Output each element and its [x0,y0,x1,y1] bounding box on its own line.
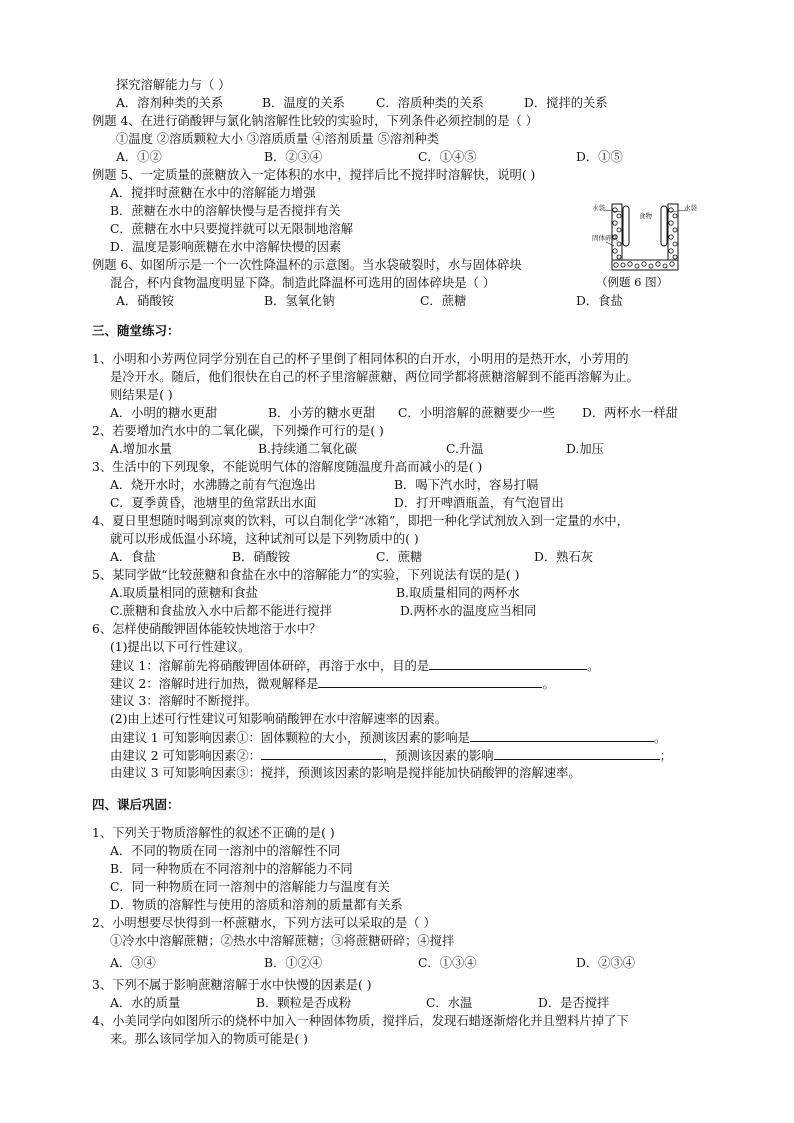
answer-blank[interactable] [494,747,660,760]
option-b: B．②③④ [264,150,323,164]
option-b: B．小芳的糖水更甜 [268,406,376,420]
water-bag-left [623,206,629,246]
example-4-items: ①温度 ②溶质颗粒大小 ③溶质质量 ④溶剂质量 ⑤溶剂种类 [116,132,440,146]
label-water-bag-right: 水袋 [684,204,697,212]
example-6-stem-line2: 混合，杯内食物温度明显下降。制造此降温杯可选用的固体碎块是（ ） [110,276,496,290]
q3-6-stem: 6、怎样使硝酸钾固体能较快地溶于水中？ [92,622,322,636]
q4-1-stem: 1、下列关于物质溶解性的叙述不正确的是( ) [92,826,335,840]
option-a: A．硝酸铵 [116,294,175,308]
option-a: A．食盐 [110,550,156,564]
q3-4-line2: 就可以形成低温小环境，这种试剂可以是下列物质中的( ) [110,532,419,546]
suggestion-2 [110,675,555,693]
q4-2-stem: 2、小明想要尽快得到一杯蔗糖水，下列方法可以采取的是（ ） [92,916,436,930]
factor-3: 由建议 3 可知影响因素③：搅拌，预测该因素的影响是搅拌能加快硝酸钾的溶解速率。 [110,766,581,780]
factor-1-end: 。 [653,731,667,745]
answer-blank[interactable] [470,729,654,742]
option-b: B．同一种物质在不同溶剂中的溶解能力不同 [110,862,353,876]
q3-6-part1: (1)提出以下可行性建议。 [110,640,251,654]
water-bag-right [661,206,667,246]
q3-2-stem: 2、若要增加汽水中的二氧化碳，下列操作可行的是( ) [92,424,384,438]
q3-4-line1: 4、夏日里想随时喝到凉爽的饮料，可以自制化学“冰箱”，即把一种化学试剂放入到一定量的水中， [92,514,629,528]
option-c: C．小明溶解的蔗糖要少一些 [398,406,555,420]
option-b: B.持续通二氧化碳 [258,442,358,456]
option-c: C．水温 [426,996,473,1010]
option-c: C．同一种物质在同一溶剂中的溶解能力与温度有关 [110,880,390,894]
figure-caption: （例题 6 图） [596,275,669,289]
factor-2-end: ； [659,749,672,763]
option-c: C.升温 [446,442,484,456]
answer-blank[interactable] [261,747,383,760]
q3-6-part2: (2)由上述可行性建议可知影响硝酸钾在水中溶解速率的因素。 [110,712,448,726]
label-food: 食物 [639,212,652,220]
example-5-stem: 例题 5、一定质量的蔗糖放入一定体积的水中，搅拌后比不搅拌时溶解快，说明( ) [92,168,536,182]
suggestion-1-text: 建议 1：溶解前先将硝酸钾固体研碎，再溶于水中，目的是 [110,659,430,673]
q4-3-stem: 3、下列不属于影响蔗糖溶解于水中快慢的因素是( ) [92,978,372,992]
option-d: D．打开啤酒瓶盖，有气泡冒出 [394,496,564,510]
option-a: A．③④ [110,956,156,970]
option-b: B．氢氧化钠 [264,294,335,308]
q3-1-line2: 是冷开水。随后，他们很快在自己的杯子里溶解蔗糖，两位同学都将蔗糖溶解到不能再溶解为止。 [110,370,639,384]
option-d: D．①⑤ [576,150,623,164]
option-c: C.蔗糖和食盐放入水中后都不能进行搅拌 [110,604,332,618]
factor-2-text: 由建议 2 可知影响因素②： [110,749,261,763]
option-c: C．夏季黄昏，池塘里的鱼常跃出水面 [110,496,317,510]
label-water-bag-left: 水袋 [592,204,605,212]
option-b: B．蔗糖在水中的溶解快慢与是否搅拌有关 [110,204,341,218]
q3-3-stem: 3、生活中的下列现象，不能说明气体的溶解度随温度升高而减小的是( ) [92,460,483,474]
option-d: D.加压 [566,442,604,456]
option-b: B．①②④ [264,956,323,970]
q3-5-stem: 5、某同学做“比较蔗糖和食盐在水中的溶解能力”的实验，下列说法有误的是( ) [92,568,520,582]
factor-2 [110,747,672,765]
option-d: D．食盐 [576,294,623,308]
question-stem: 探究溶解能力与（ ） [116,78,231,92]
option-d: D．温度是影响蔗糖在水中溶解快慢的因素 [110,240,342,254]
option-b: B．温度的关系 [262,96,345,110]
option-a: A．不同的物质在同一溶剂中的溶解性不同 [110,844,341,858]
option-a: A．水的质量 [110,996,181,1010]
option-c: C．①④⑤ [418,150,477,164]
suggestion-1-end: 。 [587,659,600,673]
option-c: C．蔗糖 [376,550,423,564]
option-b: B.取质量相同的两杯水 [396,586,520,600]
factor-2-mid: ，预测该因素的影响 [382,749,494,763]
option-b: B．硝酸铵 [232,550,291,564]
option-d: D．两杯水一样甜 [582,406,678,420]
suggestion-3: 建议 3：溶解时不断搅拌。 [110,694,257,708]
option-d: D．熟石灰 [534,550,594,564]
option-d: D．是否搅拌 [538,996,610,1010]
option-b: B．颗粒是否成粉 [256,996,352,1010]
option-c: C．蔗糖在水中只要搅拌就可以无限制地溶解 [110,222,354,236]
option-a: A．溶剂种类的关系 [116,96,224,110]
q4-4-line2: 来。那么该同学加入的物质可能是( ) [110,1032,308,1046]
label-solid-chunks: 固体碎块 [592,234,618,242]
example-4-stem: 例题 4、在进行硝酸钾与氯化钠溶解性比较的实验时，下列条件必须控制的是（ ） [92,114,539,128]
q3-1-line1: 1、小明和小芳两位同学分别在自己的杯子里倒了相同体积的白开水，小明用的是热开水，小芳用的 [92,352,629,366]
answer-blank[interactable] [429,657,587,670]
q3-1-line3: 则结果是( ) [110,388,173,402]
factor-1-text: 由建议 1 可知影响因素①：固体颗粒的大小，预测该因素的影响是 [110,731,470,745]
option-a: A.增加水量 [110,442,172,456]
option-d: D．物质的溶解性与使用的溶质和溶剂的质量都有关系 [110,898,403,912]
option-a: A．搅拌时蔗糖在水中的溶解能力增强 [110,186,316,200]
example-6-stem-line1: 例题 6、如图所示是一个一次性降温杯的示意图。当水袋破裂时，水与固体碎块 [92,258,522,272]
option-a: A．①② [116,150,162,164]
option-a: A．烧开水时，水沸腾之前有气泡逸出 [110,478,316,492]
option-c: C．①③④ [418,956,477,970]
suggestion-2-end: 。 [542,677,555,691]
q4-2-items: ①冷水中溶解蔗糖；②热水中溶解蔗糖；③将蔗糖研碎；④搅拌 [110,934,455,948]
answer-blank[interactable] [318,675,542,688]
suggestion-1 [110,657,599,675]
option-c: C．蔗糖 [420,294,467,308]
q4-4-line1: 4、小美同学向如图所示的烧杯中加入一种固体物质，搅拌后，发现石蜡逐渐熔化并且塑料片掉了下 [92,1014,629,1028]
option-b: B．喝下汽水时，容易打嗝 [394,478,539,492]
option-a: A．小明的糖水更甜 [110,406,218,420]
option-d: D.两杯水的温度应当相同 [400,604,537,618]
suggestion-2-text: 建议 2：溶解时进行加热，微观解释是 [110,677,319,691]
factor-1 [110,729,666,747]
option-d: D．②③④ [576,956,636,970]
cup-bottom [612,260,678,270]
option-c: C．溶质种类的关系 [376,96,484,110]
section-4-title: 四、课后巩固： [92,797,180,812]
option-a: A.取质量相同的蔗糖和食盐 [110,586,259,600]
section-3-title: 三、随堂练习： [92,323,180,338]
option-d: D．搅拌的关系 [524,96,608,110]
